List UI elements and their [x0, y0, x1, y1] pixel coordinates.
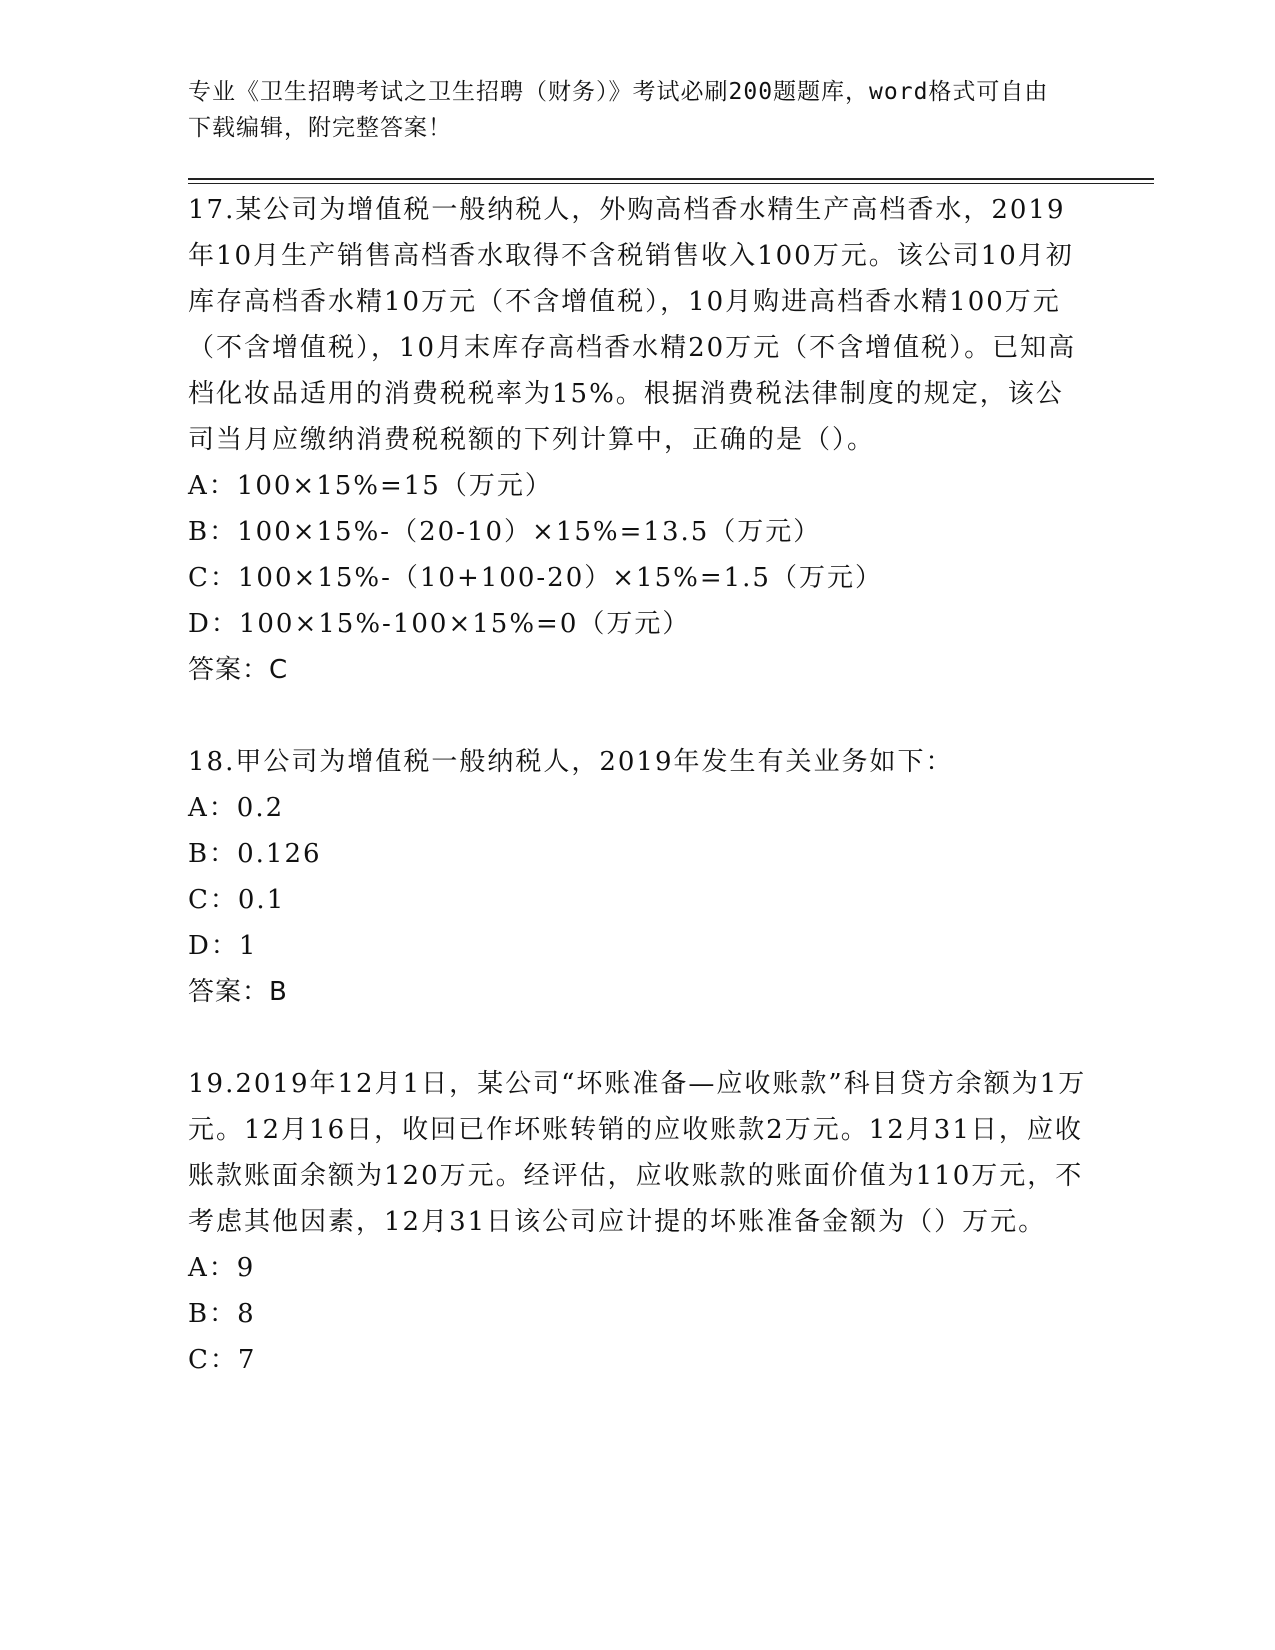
header-divider [188, 178, 1154, 180]
question-19 [188, 1061, 1088, 1383]
question-list [188, 187, 1088, 1383]
option-a: A：9 [188, 1253, 256, 1283]
question-text: 17.某公司为增值税一般纳税人，外购高档香水精生产高档香水，2019年10月生产销售高档香水取得不含税销售收入100万元。该公司10月初库存高档香水精10万元（不含增值税），10月购进高档香水精100万元（不含增值税），10月末库存高档香水精20万元（不含增值税）。已知高档化妆品适用的消费税税率为15%。根据消费税法律制度的规定，该公司当月应缴纳消费税税额的下列计算中，正确的是（）。 [188, 195, 1077, 455]
option-d: D：100×15%-100×15%=0（万元） [188, 609, 691, 639]
document-header: 专业《卫生招聘考试之卫生招聘（财务）》考试必刷200题题库，word格式可自由下载编辑，附完整答案！ [188, 79, 1049, 141]
question-17 [188, 187, 1088, 693]
option-c: C：7 [188, 1345, 257, 1375]
option-c: C：0.1 [188, 885, 286, 915]
option-b: B：8 [188, 1299, 256, 1329]
option-b: B：0.126 [188, 839, 322, 869]
question-18 [188, 739, 1088, 1015]
option-c: C：100×15%-（10+100-20）×15%=1.5（万元） [188, 563, 883, 593]
option-a: A：0.2 [188, 793, 285, 823]
question-spacer [188, 1015, 1088, 1061]
option-d: D：1 [188, 931, 258, 961]
header-divider-thin [188, 183, 1154, 184]
option-a: A：100×15%=15（万元） [188, 471, 553, 501]
answer: 答案：B [188, 977, 288, 1007]
question-text: 19.2019年12月1日，某公司“坏账准备—应收账款”科目贷方余额为1万元。12月16日，收回已作坏账转销的应收账款2万元。12月31日，应收账款账面余额为120万元。经评估，应收账款的账面价值为110万元，不考虑其他因素，12月31日该公司应计提的坏账准备金额为（）万元。 [188, 1069, 1087, 1237]
answer: 答案：C [188, 655, 289, 685]
question-spacer [188, 693, 1088, 739]
question-text: 18.甲公司为增值税一般纳税人，2019年发生有关业务如下： [188, 747, 954, 777]
option-b: B：100×15%-（20-10）×15%=13.5（万元） [188, 517, 822, 547]
